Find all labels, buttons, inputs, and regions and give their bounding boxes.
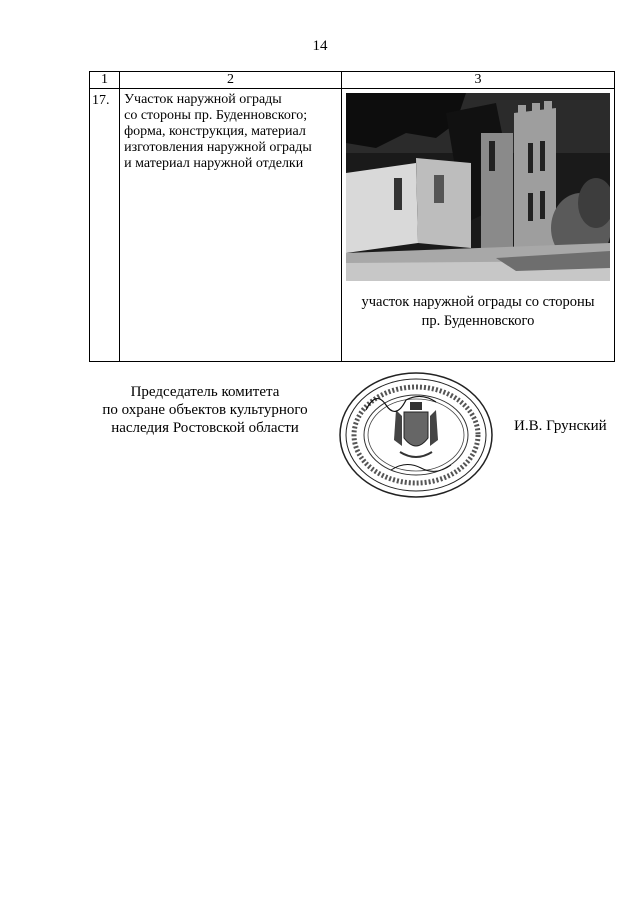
header-col-1: 1: [90, 72, 120, 89]
signer-name: И.В. Грунский: [514, 418, 607, 434]
signer-title-line: по охране объектов культурного: [102, 402, 308, 418]
fence-photo-icon: [346, 93, 610, 281]
object-table: [89, 71, 615, 362]
row-photo-cell: [341, 89, 614, 362]
header-col-2: 2: [120, 72, 342, 89]
description-line: форма, конструкция, материал: [124, 124, 306, 139]
row-number: 17.: [90, 89, 120, 362]
description-line: Участок наружной ограды: [124, 92, 282, 107]
header-col-3: 3: [341, 72, 614, 89]
signer-title: [55, 383, 355, 437]
official-seal-icon: [336, 370, 496, 500]
page-number: 14: [312, 38, 328, 54]
photo-caption: [342, 293, 614, 331]
caption-line: пр. Буденновского: [421, 313, 535, 329]
signer-title-line: наследия Ростовской области: [111, 420, 299, 436]
row-description: [120, 89, 342, 362]
signer-title-line: Председатель комитета: [130, 384, 280, 400]
description-line: изготовления наружной ограды: [124, 140, 312, 155]
table-row: [90, 89, 615, 362]
table-header-row: [90, 72, 615, 89]
description-line: со стороны пр. Буденновского;: [124, 108, 308, 123]
caption-line: участок наружной ограды со стороны: [361, 294, 595, 310]
description-line: и материал наружной отделки: [124, 156, 304, 171]
